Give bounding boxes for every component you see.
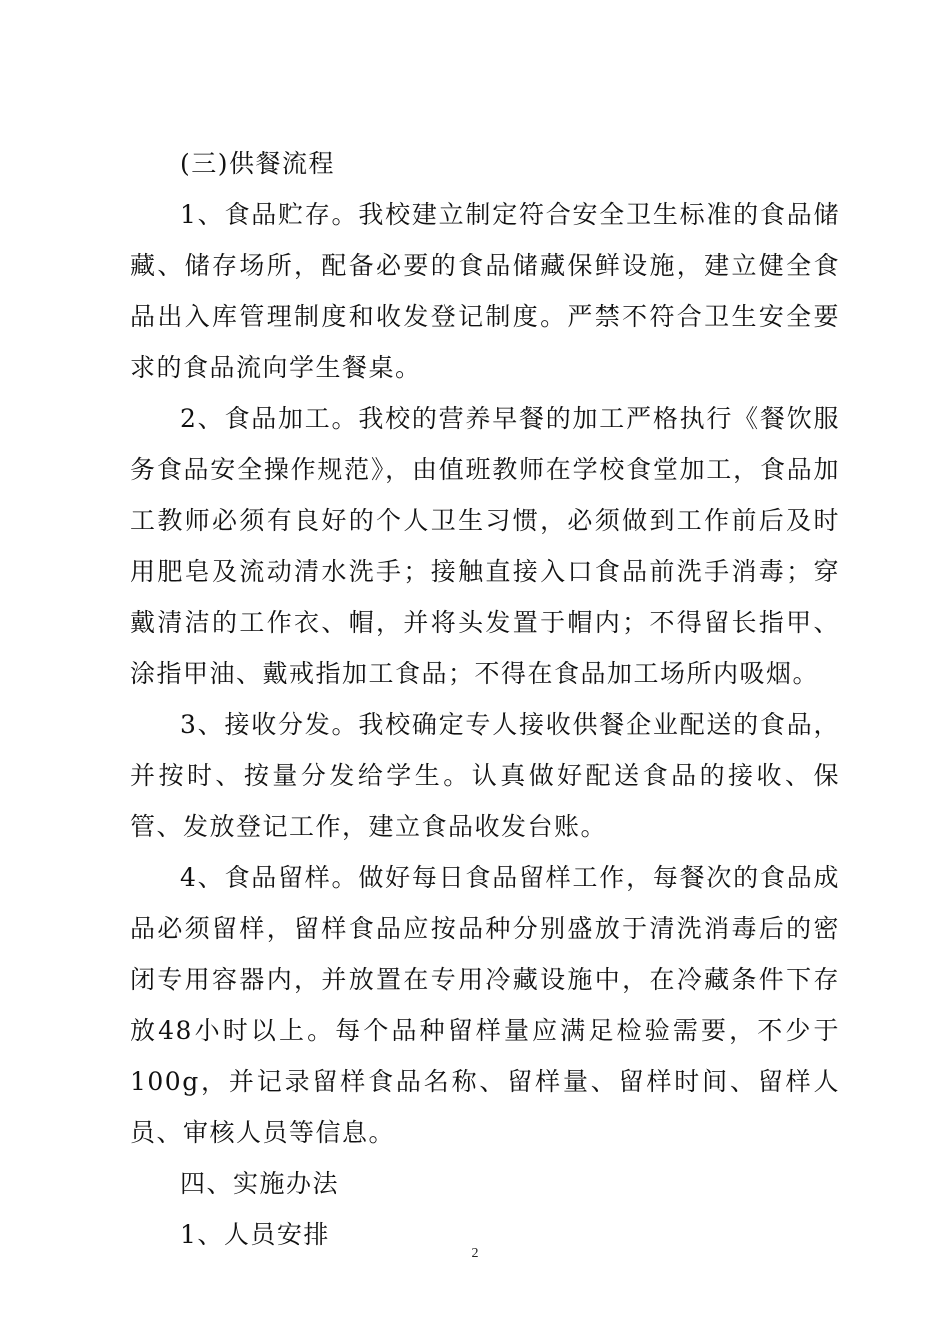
paragraph-food-processing: 2、食品加工。我校的营养早餐的加工严格执行《餐饮服务食品安全操作规范》，由值班教师在学校食堂加工，食品加工教师必须有良好的个人卫生习惯，必须做到工作前后及时用肥皂及流动清水洗手；接触直接入口食品前洗手消毒；穿戴清洁的工作衣、帽，并将头发置于帽内；不得留长指甲、涂指甲油、戴戒指加工食品；不得在食品加工场所内吸烟。 — [130, 404, 840, 688]
paragraph-food-storage: 1、食品贮存。我校建立制定符合安全卫生标准的食品储藏、储存场所，配备必要的食品储藏保鲜设施，建立健全食品出入库管理制度和收发登记制度。严禁不符合卫生安全要求的食品流向学生餐桌。 — [130, 200, 840, 382]
document-body — [130, 138, 840, 1260]
section-heading: (三)供餐流程 — [180, 149, 336, 178]
page-number: 2 — [471, 1246, 479, 1261]
section-four-heading: 四、实施办法 — [180, 1169, 340, 1198]
paragraph-receiving-distribution: 3、接收分发。我校确定专人接收供餐企业配送的食品，并按时、按量分发给学生。认真做好配送食品的接收、保管、发放登记工作，建立食品收发台账。 — [130, 710, 840, 841]
subheading-staffing: 1、人员安排 — [180, 1220, 330, 1249]
paragraph-food-sampling: 4、食品留样。做好每日食品留样工作，每餐次的食品成品必须留样，留样食品应按品种分别盛放于清洗消毒后的密闭专用容器内，并放置在专用冷藏设施中，在冷藏条件下存放48小时以上。每个品种留样量应满足检验需要，不少于100g，并记录留样食品名称、留样量、留样时间、留样人员、审核人员等信息。 — [130, 863, 840, 1147]
